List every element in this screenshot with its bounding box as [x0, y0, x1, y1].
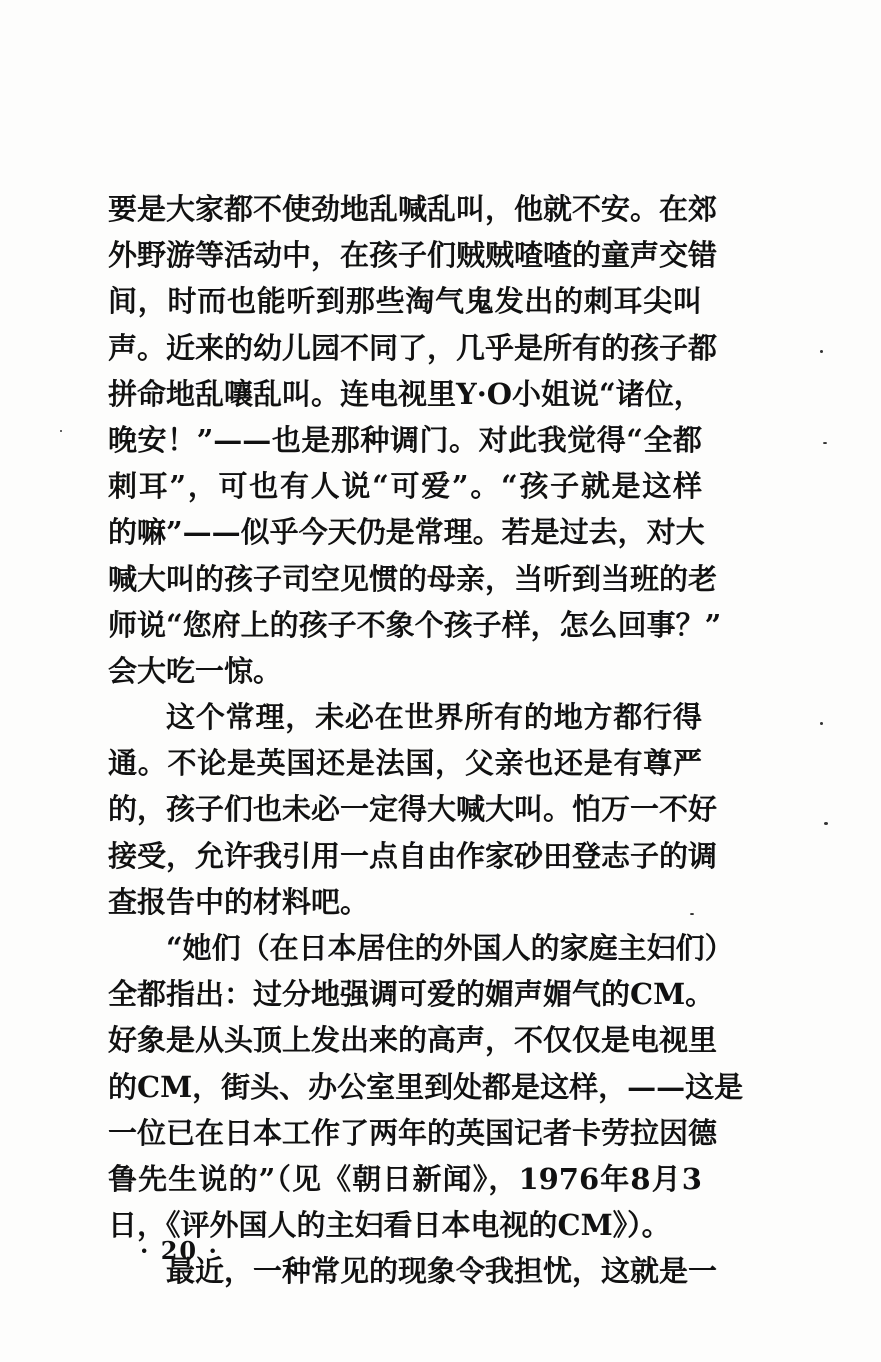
- body-text: [108, 186, 744, 1295]
- text-line: 全都指出：过分地强调可爱的媚声媚气的CM。: [108, 977, 715, 1012]
- page-number: · 20 ·: [140, 1236, 219, 1265]
- scan-speck: [820, 722, 823, 725]
- scan-speck: [824, 822, 828, 825]
- scan-speck: [820, 350, 823, 353]
- text-line: 会大吃一惊。: [108, 653, 283, 688]
- text-line: 鲁先生说的”（见《朝日新闻》，1976年8月3: [108, 1161, 702, 1196]
- text-line: 的CM，街头、办公室里到处都是这样，——这是: [108, 1069, 744, 1104]
- text-line: 好象是从头顶上发出来的高声，不仅仅是电视里: [108, 1023, 718, 1058]
- text-line: 刺耳”，可也有人说“可爱”。“孩子就是这样: [108, 469, 702, 504]
- text-line: 晚安！”——也是那种调门。对此我觉得“全都: [108, 422, 702, 457]
- text-line: 声。近来的幼儿园不同了，几乎是所有的孩子都: [108, 330, 718, 365]
- scan-speck: [690, 913, 694, 915]
- text-line: 通。不论是英国还是法国，父亲也还是有尊严: [108, 746, 702, 781]
- text-line: 接受，允许我引用一点自由作家砂田登志子的调: [108, 838, 718, 873]
- text-line: 外野游等活动中，在孩子们贼贼喳喳的童声交错: [108, 238, 718, 273]
- text-line: 一位已在日本工作了两年的英国记者卡劳拉因德: [108, 1115, 718, 1150]
- text-line: 间，时而也能听到那些淘气鬼发出的刺耳尖叫: [108, 284, 702, 319]
- text-line: 师说“您府上的孩子不象个孩子样，怎么回事？”: [108, 607, 722, 642]
- scan-speck: [60, 430, 62, 432]
- text-line: 这个常理，未必在世界所有的地方都行得: [166, 700, 702, 735]
- text-line: 喊大叫的孩子司空见惯的母亲，当听到当班的老: [108, 561, 718, 596]
- text-line: 日，《评外国人的主妇看日本电视的CM》）。: [108, 1208, 671, 1243]
- text-line: 拼命地乱嚷乱叫。连电视里Y·O小姐说“诸位，: [108, 376, 703, 411]
- text-line: 查报告中的材料吧。: [108, 884, 370, 919]
- text-line: “她们（在日本居住的外国人的家庭主妇们）: [166, 931, 734, 965]
- text-line: 的嘛”——似乎今天仍是常理。若是过去，对大: [108, 515, 705, 550]
- text-line: 的，孩子们也未必一定得大喊大叫。怕万一不好: [108, 792, 718, 827]
- text-line: 最近，一种常见的现象令我担忧，这就是一: [166, 1254, 718, 1289]
- text-line: 要是大家都不使劲地乱喊乱叫，他就不安。在郊: [108, 192, 718, 226]
- scan-speck: [823, 442, 827, 444]
